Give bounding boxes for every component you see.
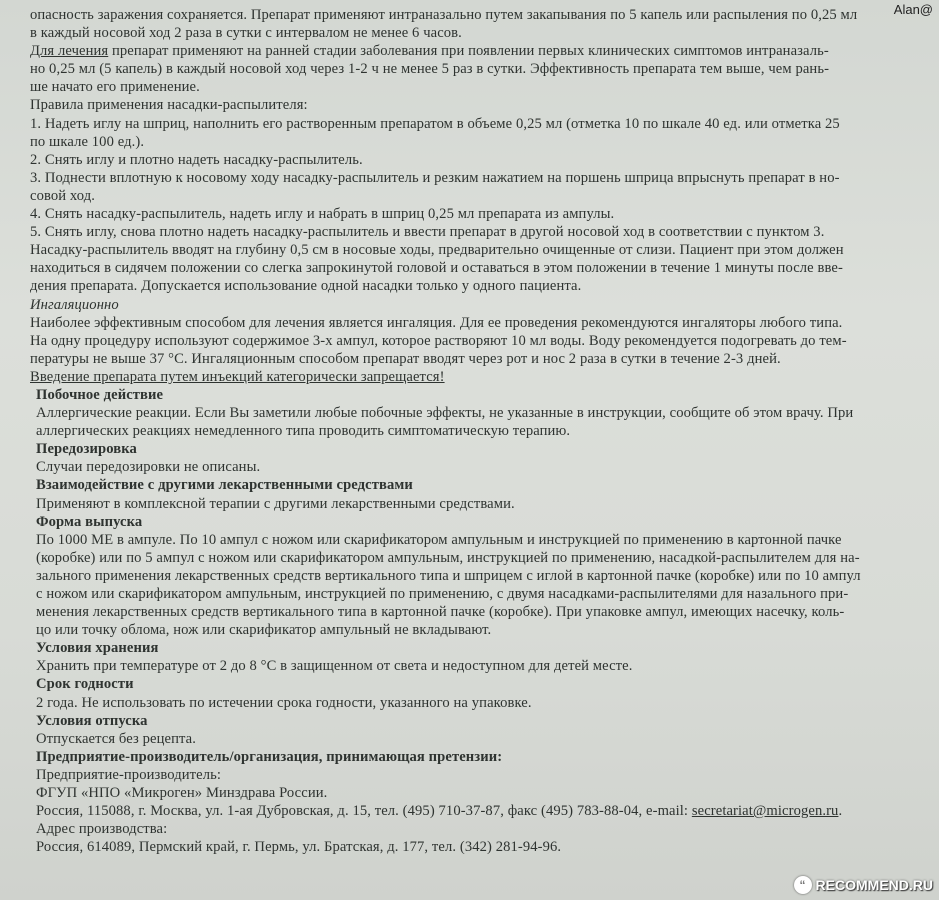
text-line: аллергических реакциях немедленного типа проводить симптоматическую терапию.	[36, 423, 571, 440]
text-line: с ножом или скарификатором ампульным, инструкцией по применению, с двумя насадками-распылителями для назального при-	[36, 586, 849, 602]
text-line: Аллергические реакции. Если Вы заметили любые побочные эффекты, не указанные в инструкции, сообщите об этом врачу. При	[36, 405, 854, 422]
text-line: На одну процедуру используют содержимое 3-х ампул, которое растворяют 10 мл воды. Воду рекомендуется подогревать до тем-	[30, 332, 847, 349]
text-line: 3. Поднести вплотную к носовому ходу насадку-распылитель и резким нажатием на поршень шприца впрыснуть препарат в но-	[30, 169, 840, 186]
text-line: 5. Снять иглу, снова плотно надеть насадку-распылитель и ввести препарат в другой носовой ход в соответствии с пунктом 3.	[30, 224, 825, 241]
site-watermark	[794, 876, 933, 894]
line-text: Россия, 115088, г. Москва, ул. 1-ая Дубровская, д. 15, тел. (495) 710-37-87, факс (495) 783-88-04, e-mail:	[36, 803, 692, 820]
text-line: Введение препарата путем инъекций категорически запрещается!	[30, 368, 445, 385]
author-watermark: Alan@	[893, 2, 933, 17]
text-line: Срок годности	[36, 676, 134, 693]
text-line: По 1000 МЕ в ампуле. По 10 ампул с ножом или скарификатором ампульным и инструкцией по применению в картонной пачке	[36, 531, 842, 548]
text-line: (коробке) или по 5 ампул с ножом или скарификатором ампульным, инструкцией по применению, насадкой-распылителем для на-	[36, 549, 860, 566]
text-line: 2. Снять иглу и плотно надеть насадку-распылитель.	[30, 151, 363, 168]
text-line: Условия хранения	[36, 640, 159, 657]
text-line: ФГУП «НПО «Микроген» Минздрава России.	[36, 785, 328, 802]
text-line: Хранить при температуре от 2 до 8 °С в защищенном от света и недоступном для детей месте.	[36, 658, 633, 675]
text-line: находиться в сидячем положении со слегка запрокинутой головой и оставаться в этом положении в течение 1 минуты после вве-	[30, 260, 843, 277]
text-line: ше начато его применение.	[30, 79, 200, 96]
line-text: .	[838, 803, 843, 820]
text-line: Форма выпуска	[36, 513, 143, 530]
email-link[interactable]: secretariat@microgen.ru	[691, 803, 839, 820]
text-line: 4. Снять насадку-распылитель, надеть иглу и набрать в шприц 0,25 мл препарата из ампулы.	[30, 206, 615, 223]
text-line: 2 года. Не использовать по истечении срока годности, указанного на упаковке.	[36, 694, 532, 711]
text-line: Условия отпуска	[36, 712, 148, 729]
text-line: но 0,25 мл (5 капель) в каждый носовой ход через 1-2 ч не менее 5 раз в сутки. Эффективность препарата тем выше, чем рань-	[30, 61, 830, 78]
text-line: дения препарата. Допускается использование одной насадки только у одного пациента.	[30, 278, 582, 295]
underlined-lead: Для лечения	[30, 43, 109, 60]
text-line: 1. Надеть иглу на шприц, наполнить его растворенным препаратом в объеме 0,25 мл (отметка 10 по шкале 40 ед. или отметка 25	[30, 115, 840, 132]
text-line: совой ход.	[30, 187, 96, 204]
text-line: зального применения лекарственных средств вертикального типа и шприцем с иглой в картонной пачке (коробке) или по 10 ампул	[36, 567, 861, 584]
text-line: Случаи передозировки не описаны.	[36, 459, 261, 476]
line-text: препарат применяют на ранней стадии заболевания при появлении первых клинических симптомов интраназаль-	[108, 43, 829, 60]
text-line: в каждый носовой ход 2 раза в сутки с интервалом не менее 6 часов.	[30, 25, 462, 42]
text-line: Предприятие-производитель/организация, принимающая претензии:	[36, 748, 503, 765]
text-line: менения лекарственных средств вертикального типа в картонной пачке (коробке). При упаковке ампул, имеющих насечку, коль-	[36, 604, 845, 621]
text-line: Наиболее эффективным способом для лечения является ингаляция. Для ее проведения рекомендуются ингаляторы любого типа.	[30, 314, 843, 331]
recommend-logo-icon: “	[794, 876, 812, 894]
text-line: Адрес производства:	[36, 821, 168, 838]
text-line: Передозировка	[36, 441, 137, 458]
text-line: цо или точку облома, нож или скарификатор ампульный не вкладывают.	[36, 622, 492, 639]
text-line: опасность заражения сохраняется. Препарат применяют интраназально путем закапывания по 5 капель или распыления по 0,25 мл	[30, 7, 858, 23]
text-line: Правила применения насадки-распылителя:	[30, 97, 308, 114]
text-line	[30, 802, 917, 820]
text-line: Предприятие-производитель:	[36, 766, 222, 783]
text-line: Насадку-распылитель вводят на глубину 0,5 см в носовые ходы, предварительно очищенные от слизи. Пациент при этом должен	[30, 242, 844, 259]
text-line: Применяют в комплексной терапии с другими лекарственными средствами.	[36, 495, 515, 512]
text-line: Отпускается без рецепта.	[36, 730, 196, 747]
site-watermark-text: RECOMMEND.RU	[815, 877, 933, 893]
text-line: Ингаляционно	[30, 296, 119, 313]
text-line: Взаимодействие с другими лекарственными средствами	[36, 477, 413, 494]
text-line: Побочное действие	[36, 386, 164, 403]
text-line: по шкале 100 ед.).	[30, 133, 145, 150]
text-line	[30, 42, 917, 60]
text-line: пературы не выше 37 °С. Ингаляционным способом препарат вводят через рот и нос 2 раза в сутки в течение 2-3 дней.	[30, 350, 781, 367]
text-line: Россия, 614089, Пермский край, г. Пермь, ул. Братская, д. 177, тел. (342) 281-94-96.	[36, 839, 562, 856]
